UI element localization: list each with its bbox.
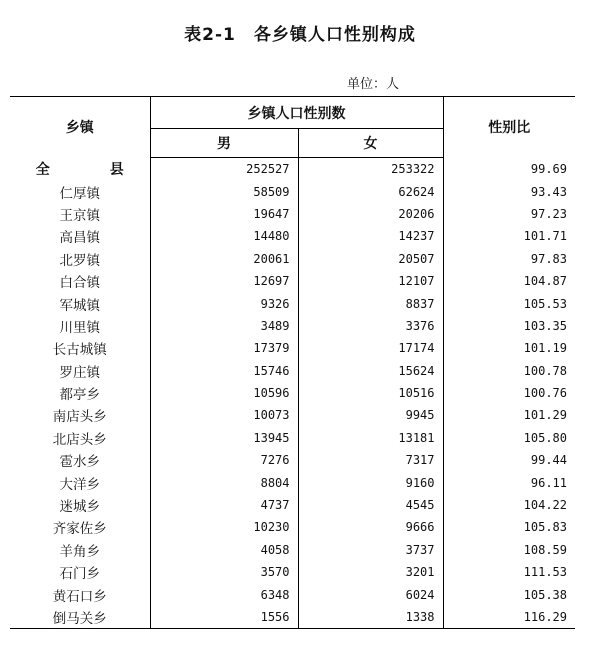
table-title: 各乡镇人口性别构成 bbox=[253, 25, 416, 45]
table-row bbox=[10, 494, 575, 516]
table-row bbox=[10, 606, 575, 629]
male-count: 12697 bbox=[150, 270, 298, 292]
township-name: 高昌镇 bbox=[59, 230, 100, 247]
female-count: 20507 bbox=[298, 248, 443, 270]
table-row bbox=[10, 180, 575, 202]
sex-ratio: 105.83 bbox=[443, 516, 575, 538]
township-name: 雹水乡 bbox=[59, 454, 100, 471]
sex-ratio: 104.22 bbox=[443, 494, 575, 516]
female-count: 7317 bbox=[298, 449, 443, 471]
table-code: 表2-1 bbox=[184, 25, 236, 45]
township-name: 罗庄镇 bbox=[59, 364, 100, 381]
female-count: 4545 bbox=[298, 494, 443, 516]
male-count: 17379 bbox=[150, 337, 298, 359]
population-table bbox=[10, 96, 575, 629]
header-group: 乡镇人口性别数 bbox=[150, 97, 443, 129]
female-count: 62624 bbox=[298, 180, 443, 202]
header-female: 女 bbox=[298, 129, 443, 158]
township-name: 军城镇 bbox=[59, 297, 100, 314]
unit-label: 单位：人 bbox=[347, 77, 400, 92]
male-count: 20061 bbox=[150, 248, 298, 270]
table-row bbox=[10, 203, 575, 225]
table-body bbox=[10, 158, 575, 629]
township-name: 川里镇 bbox=[59, 319, 100, 336]
township-name: 齐家佐乡 bbox=[52, 521, 107, 538]
table-row-total bbox=[10, 158, 575, 181]
female-count: 9945 bbox=[298, 404, 443, 426]
sex-ratio: 108.59 bbox=[443, 539, 575, 561]
table-row bbox=[10, 292, 575, 314]
township-name: 黄石口乡 bbox=[52, 588, 107, 605]
township-name: 北店头乡 bbox=[52, 431, 107, 448]
header-male: 男 bbox=[150, 129, 298, 158]
sex-ratio: 104.87 bbox=[443, 270, 575, 292]
table-row bbox=[10, 404, 575, 426]
total-name: 全 县 bbox=[35, 161, 124, 178]
township-name: 仁厚镇 bbox=[59, 185, 100, 202]
sex-ratio: 97.23 bbox=[443, 203, 575, 225]
table-row bbox=[10, 315, 575, 337]
sex-ratio: 99.44 bbox=[443, 449, 575, 471]
sex-ratio: 100.76 bbox=[443, 382, 575, 404]
male-count: 4737 bbox=[150, 494, 298, 516]
sex-ratio: 116.29 bbox=[443, 606, 575, 629]
female-count: 15624 bbox=[298, 360, 443, 382]
total-ratio: 99.69 bbox=[443, 158, 575, 181]
sex-ratio: 93.43 bbox=[443, 180, 575, 202]
township-name: 石门乡 bbox=[59, 566, 100, 583]
township-name: 王京镇 bbox=[59, 207, 100, 224]
sex-ratio: 96.11 bbox=[443, 471, 575, 493]
female-count: 1338 bbox=[298, 606, 443, 629]
township-name: 大洋乡 bbox=[59, 476, 100, 493]
table-row bbox=[10, 471, 575, 493]
male-count: 4058 bbox=[150, 539, 298, 561]
female-count: 6024 bbox=[298, 583, 443, 605]
male-count: 15746 bbox=[150, 360, 298, 382]
male-count: 14480 bbox=[150, 225, 298, 247]
male-count: 19647 bbox=[150, 203, 298, 225]
township-name: 羊角乡 bbox=[59, 543, 100, 560]
total-female: 253322 bbox=[298, 158, 443, 181]
male-count: 13945 bbox=[150, 427, 298, 449]
male-count: 3489 bbox=[150, 315, 298, 337]
female-count: 12107 bbox=[298, 270, 443, 292]
table-row bbox=[10, 427, 575, 449]
male-count: 9326 bbox=[150, 292, 298, 314]
township-name: 长古城镇 bbox=[52, 342, 107, 359]
table-row bbox=[10, 225, 575, 247]
table-row bbox=[10, 561, 575, 583]
table-row bbox=[10, 360, 575, 382]
sex-ratio: 101.29 bbox=[443, 404, 575, 426]
total-male: 252527 bbox=[150, 158, 298, 181]
male-count: 58509 bbox=[150, 180, 298, 202]
male-count: 6348 bbox=[150, 583, 298, 605]
page-title bbox=[0, 20, 600, 45]
sex-ratio: 105.80 bbox=[443, 427, 575, 449]
township-name: 迷城乡 bbox=[59, 499, 100, 516]
sex-ratio: 100.78 bbox=[443, 360, 575, 382]
table-row bbox=[10, 539, 575, 561]
header-ratio: 性别比 bbox=[443, 97, 575, 158]
township-name: 倒马关乡 bbox=[10, 606, 150, 629]
sex-ratio: 101.19 bbox=[443, 337, 575, 359]
female-count: 8837 bbox=[298, 292, 443, 314]
male-count: 3570 bbox=[150, 561, 298, 583]
table-row bbox=[10, 248, 575, 270]
township-name: 都亭乡 bbox=[59, 387, 100, 404]
female-count: 9160 bbox=[298, 471, 443, 493]
sex-ratio: 105.53 bbox=[443, 292, 575, 314]
male-count: 10073 bbox=[150, 404, 298, 426]
female-count: 3737 bbox=[298, 539, 443, 561]
male-count: 10230 bbox=[150, 516, 298, 538]
male-count: 8804 bbox=[150, 471, 298, 493]
table-row bbox=[10, 583, 575, 605]
township-name: 北罗镇 bbox=[59, 252, 100, 269]
sex-ratio: 97.83 bbox=[443, 248, 575, 270]
township-name: 白合镇 bbox=[59, 275, 100, 292]
female-count: 3201 bbox=[298, 561, 443, 583]
female-count: 20206 bbox=[298, 203, 443, 225]
sex-ratio: 101.71 bbox=[443, 225, 575, 247]
table-row bbox=[10, 382, 575, 404]
township-name: 南店头乡 bbox=[52, 409, 107, 426]
sex-ratio: 103.35 bbox=[443, 315, 575, 337]
sex-ratio: 105.38 bbox=[443, 583, 575, 605]
sex-ratio: 111.53 bbox=[443, 561, 575, 583]
female-count: 9666 bbox=[298, 516, 443, 538]
table-row bbox=[10, 337, 575, 359]
female-count: 13181 bbox=[298, 427, 443, 449]
female-count: 3376 bbox=[298, 315, 443, 337]
male-count: 7276 bbox=[150, 449, 298, 471]
header-township: 乡镇 bbox=[10, 97, 150, 158]
male-count: 1556 bbox=[150, 606, 298, 629]
male-count: 10596 bbox=[150, 382, 298, 404]
female-count: 14237 bbox=[298, 225, 443, 247]
table-row bbox=[10, 449, 575, 471]
table-row bbox=[10, 516, 575, 538]
female-count: 17174 bbox=[298, 337, 443, 359]
table-row bbox=[10, 270, 575, 292]
female-count: 10516 bbox=[298, 382, 443, 404]
